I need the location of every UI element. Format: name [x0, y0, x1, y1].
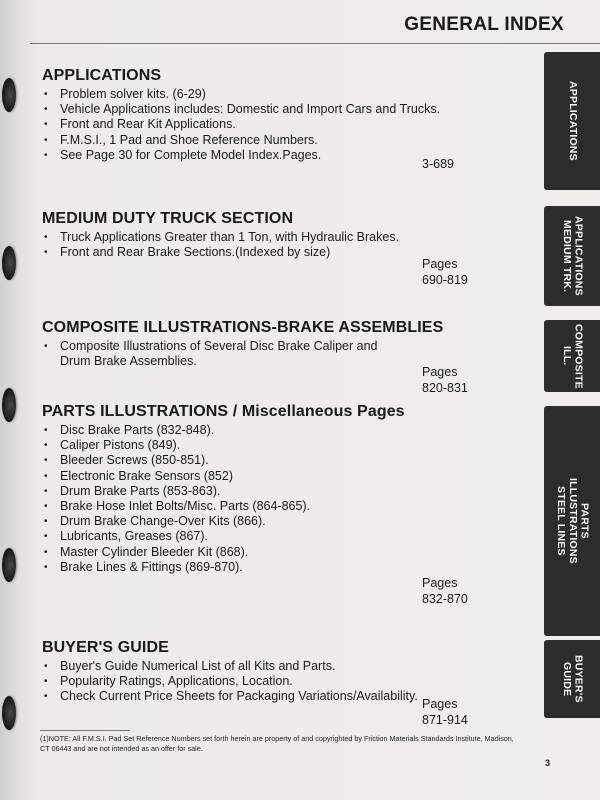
list-item: • Buyer's Guide Numerical List of all Kits and Parts. [42, 659, 512, 674]
binding-hole [2, 246, 16, 280]
pages-label: Pages [422, 697, 458, 711]
binding-hole [2, 696, 16, 730]
section-applications [42, 67, 512, 163]
section-heading: APPLICATIONS [42, 67, 162, 84]
section-parts-illustrations [42, 403, 512, 575]
section-medium-duty-truck [42, 210, 512, 260]
list-item: • F.M.S.I., 1 Pad and Shoe Reference Numbers. [42, 133, 512, 148]
pages-range: 690-819 [422, 272, 468, 287]
section-heading: BUYER'S GUIDE [42, 639, 169, 656]
list-item: • Check Current Price Sheets for Packaging Variations/Availability. [42, 689, 512, 704]
pages-range: 3-689 [422, 157, 454, 171]
tab-applications-medium-truck[interactable] [544, 206, 600, 306]
list-item: • Popularity Ratings, Applications, Location. [42, 674, 512, 689]
page-range-applications [422, 157, 454, 173]
list-item: • Drum Brake Change-Over Kits (866). [42, 514, 512, 529]
list-item: • Vehicle Applications includes: Domestic and Import Cars and Trucks. [42, 102, 512, 117]
section-buyers-guide [42, 639, 512, 705]
list-item: • See Page 30 for Complete Model Index.Pages. [42, 148, 512, 163]
list-item: • Caliper Pistons (849). [42, 438, 512, 453]
page-range-medium-truck [422, 257, 468, 288]
section-heading: COMPOSITE ILLUSTRATIONS-BRAKE ASSEMBLIES [42, 319, 444, 336]
tab-label: PARTS ILLUSTRATIONS STEEL LINES [555, 478, 591, 564]
page-number: 3 [544, 758, 550, 768]
page-range-composite [422, 365, 468, 396]
pages-range: 832-870 [422, 591, 468, 606]
item-list [42, 423, 512, 575]
list-item: • Front and Rear Kit Applications. [42, 117, 512, 132]
list-item: • Lubricants, Greases (867). [42, 529, 512, 544]
section-composite-illustrations [42, 319, 512, 369]
footnote: (1)NOTE: All F.M.S.I. Pad Set Reference Numbers set forth herein are property of and copyrighted by Friction Materials Standards Institute, Madison, CT 06443 and are not intended as an offer for sale. [40, 734, 514, 753]
binding-hole [2, 548, 16, 582]
tab-label: APPLICATIONS MEDIUM TRK. [561, 216, 585, 296]
tab-buyers-guide[interactable] [544, 640, 600, 718]
item-list [42, 230, 512, 260]
section-heading: PARTS ILLUSTRATIONS / Miscellaneous Pages [42, 403, 405, 420]
header-rule [30, 43, 600, 44]
section-heading: MEDIUM DUTY TRUCK SECTION [42, 210, 294, 227]
list-item: • Bleeder Screws (850-851). [42, 453, 512, 468]
page-title: GENERAL INDEX [404, 14, 564, 35]
list-item: • Brake Lines & Fittings (869-870). [42, 560, 512, 575]
pages-label: Pages [422, 576, 458, 590]
page-range-buyers-guide [422, 697, 468, 728]
list-item: • Brake Hose Inlet Bolts/Misc. Parts (864-865). [42, 499, 512, 514]
list-item: • Problem solver kits. (6-29) [42, 87, 512, 102]
tab-composite-ill[interactable] [544, 320, 600, 392]
tab-parts-illustrations[interactable] [544, 406, 600, 636]
tab-applications[interactable] [544, 52, 600, 190]
list-item: • Electronic Brake Sensors (852) [42, 469, 512, 484]
pages-label: Pages [422, 257, 458, 271]
pages-range: 820-831 [422, 380, 468, 395]
list-item: • Disc Brake Parts (832-848). [42, 423, 512, 438]
tab-label: APPLICATIONS [566, 81, 579, 161]
item-list [42, 339, 402, 369]
list-item: • Drum Brake Parts (853-863). [42, 484, 512, 499]
list-item: • Front and Rear Brake Sections.(Indexed by size) [42, 245, 512, 260]
footnote-rule [40, 730, 130, 731]
binding-hole [2, 78, 16, 112]
pages-range: 871-914 [422, 712, 468, 727]
item-list [42, 87, 512, 163]
page-range-parts [422, 576, 468, 607]
tab-label: BUYER'S GUIDE [561, 655, 585, 703]
list-item: • Master Cylinder Bleeder Kit (868). [42, 545, 512, 560]
binding-hole [2, 388, 16, 422]
list-item: • Composite Illustrations of Several Disc Brake Caliper and Drum Brake Assemblies. [42, 339, 402, 369]
tab-label: COMPOSITE ILL. [561, 323, 585, 389]
pages-label: Pages [422, 365, 458, 379]
list-item: • Truck Applications Greater than 1 Ton, with Hydraulic Brakes. [42, 230, 512, 245]
